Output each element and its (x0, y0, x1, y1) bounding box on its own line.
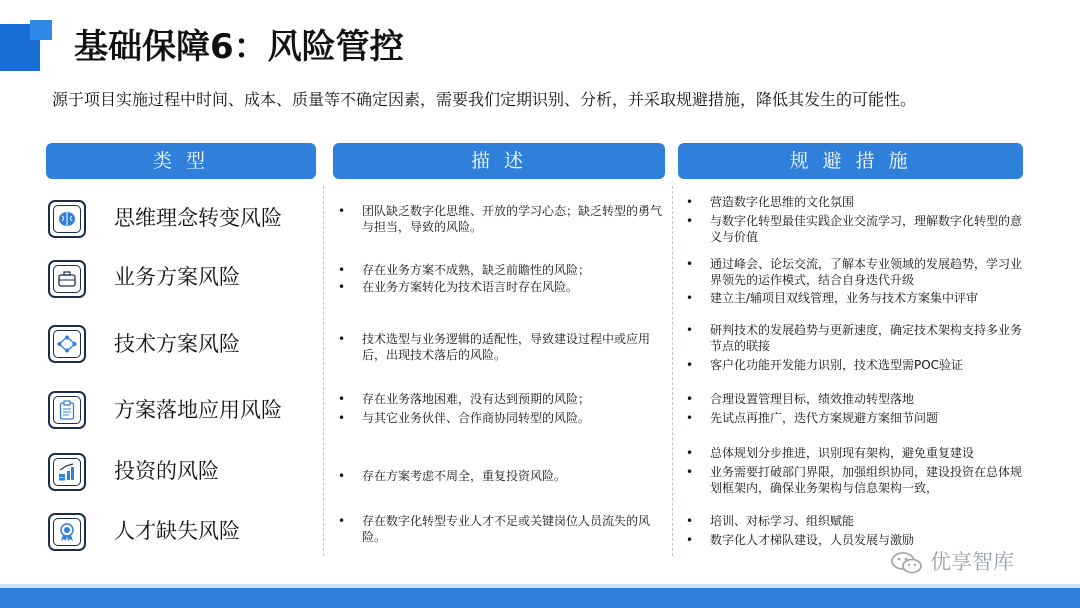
risk-type: 业务方案风险 (114, 265, 240, 289)
description-item: • 团队缺乏数字化思维、开放的学习心态；缺乏转型的勇气与担当，导致的风险。 (338, 204, 663, 234)
measure-item: • 业务需要打破部门界限，加强组织协同，建设投资在总体规划框架内，确保业务架构与信息架构一致， (686, 465, 1023, 495)
footer-band (0, 588, 1080, 608)
column-divider (672, 186, 673, 556)
description-item: • 存在方案考虑不周全，重复投资风险。 (338, 469, 567, 483)
measure-item: • 先试点再推广，迭代方案规避方案细节问题 (686, 411, 939, 425)
measure-item: • 合理设置管理目标，绩效推动转型落地 (686, 392, 915, 406)
measure-item: • 培训、对标学习、组织赋能 (686, 514, 855, 528)
description-item: • 存在数字化转型专业人才不足或关键岗位人员流失的风险。 (338, 514, 651, 544)
description-item: • 在业务方案转化为技术语言时存在风险。 (338, 280, 579, 294)
wechat-icon (890, 551, 924, 575)
description-item: • 存在业务落地困难，没有达到预期的风险； (338, 392, 591, 406)
page-title: 基础保障6：风险管控 (74, 27, 404, 67)
description-item: • 与其它业务伙伴、合作商协同转型的风险。 (338, 411, 591, 425)
header-description: 描 述 (333, 143, 665, 179)
risk-type: 人才缺失风险 (114, 519, 240, 543)
measure-item: • 与数字化转型最佳实践企业交流学习，理解数字化转型的意义与价值 (686, 214, 1023, 244)
measure-item: • 总体规划分步推进，识别现有架构，避免重复建设 (686, 446, 975, 460)
column-divider (323, 186, 324, 556)
measure-item: • 营造数字化思维的文化氛围 (686, 195, 855, 209)
logo-square-small (30, 20, 52, 40)
measure-item: • 研判技术的发展趋势与更新速度，确定技术架构支持多业务节点的联接 (686, 323, 1023, 353)
brain-icon (48, 200, 86, 238)
watermark-text: 优享智库 (930, 550, 1014, 574)
award-icon (48, 513, 86, 551)
risk-type: 方案落地应用风险 (114, 398, 282, 422)
briefcase-icon (48, 260, 86, 298)
coins-chart-icon (48, 453, 86, 491)
page-subtitle: 源于项目实施过程中时间、成本、质量等不确定因素，需要我们定期识别、分析，并采取规避措施，降低其发生的可能性。 (52, 90, 917, 109)
watermark (890, 546, 1014, 576)
description-item: • 存在业务方案不成熟，缺乏前瞻性的风险； (338, 263, 591, 277)
measure-item: • 通过峰会、论坛交流，了解本专业领域的发展趋势，学习业界领先的运作模式，结合自身迭代升级 (686, 257, 1023, 287)
risk-type: 思维理念转变风险 (114, 206, 282, 230)
risk-type: 投资的风险 (114, 459, 219, 483)
measure-item: • 数字化人才梯队建设，人员发展与激励 (686, 533, 915, 547)
header-type: 类 型 (46, 143, 316, 179)
risk-type: 技术方案风险 (114, 332, 240, 356)
measure-item: • 客户化功能开发能力识别，技术选型需POC验证 (686, 358, 964, 372)
description-item: • 技术选型与业务逻辑的适配性，导致建设过程中或应用后，出现技术落后的风险。 (338, 332, 651, 362)
measure-item: • 建立主/辅项目双线管理，业务与技术方案集中评审 (686, 291, 979, 305)
header-measures: 规 避 措 施 (678, 143, 1023, 179)
clipboard-icon (48, 391, 86, 429)
network-icon (48, 325, 86, 363)
